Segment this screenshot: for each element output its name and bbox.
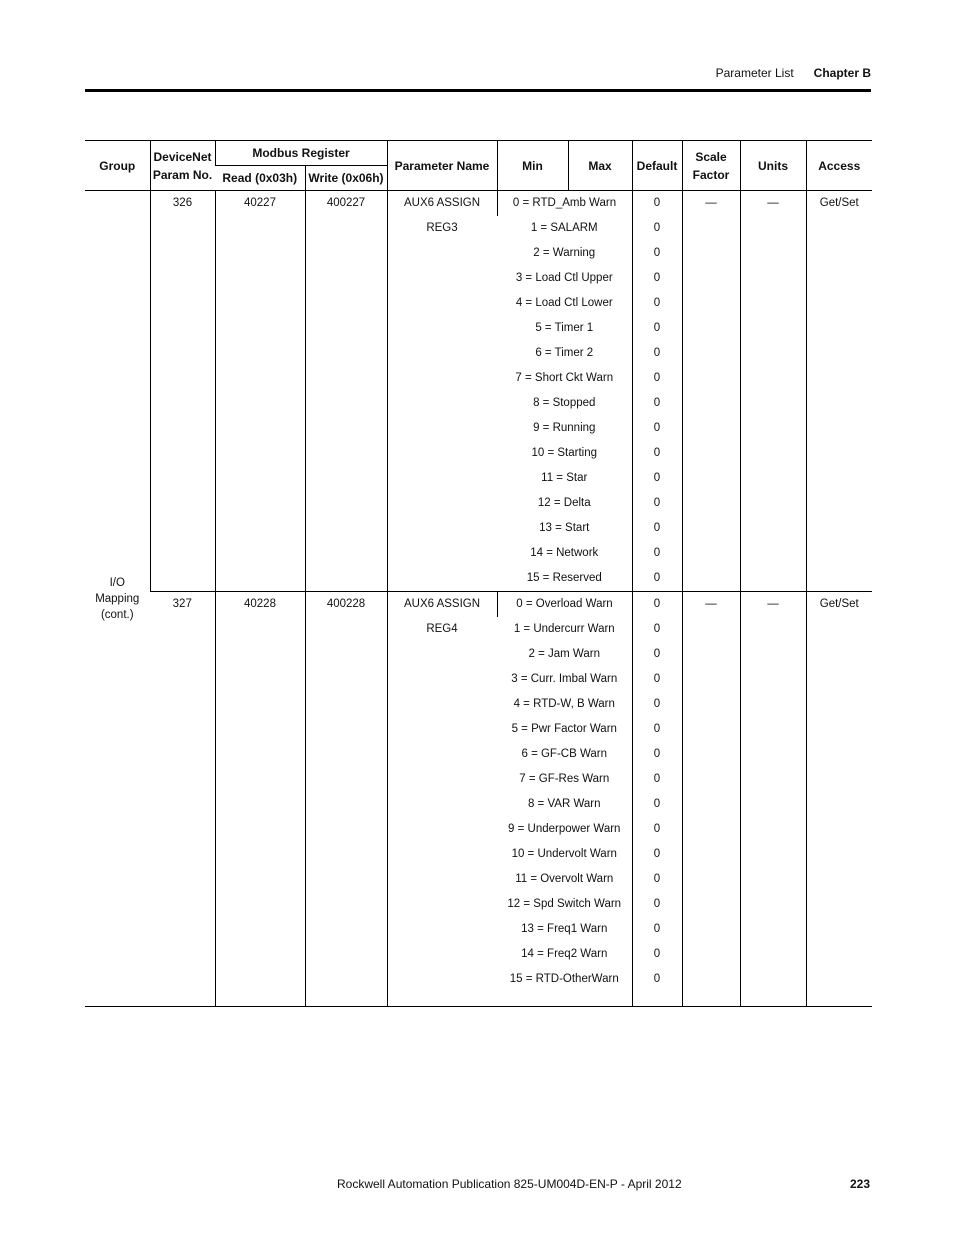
option-label: 15 = Reserved — [497, 566, 632, 592]
option-label: 10 = Starting — [531, 447, 598, 459]
option-label: 6 = Timer 2 — [535, 347, 594, 359]
option-label: 10 = Undervolt Warn — [511, 848, 617, 860]
option-default: 0 — [632, 817, 682, 842]
option-label: 11 = Overvolt Warn — [515, 873, 614, 885]
option-default: 0 — [632, 667, 682, 692]
modbus-read: 40228 — [215, 592, 305, 1007]
option-default: 0 — [632, 466, 682, 491]
option-label: 3 = Load Ctl Upper — [515, 272, 613, 284]
publication-info: Rockwell Automation Publication 825-UM004D-EN-P - April 2012 — [337, 1177, 682, 1191]
option-default: 0 — [632, 541, 682, 566]
access: Get/Set — [806, 592, 872, 1007]
parameter-table — [85, 140, 872, 1007]
option-label: 14 = Freq2 Warn — [521, 948, 608, 960]
option-label: 5 = Timer 1 — [535, 322, 594, 334]
option-label: 0 = Overload Warn — [497, 592, 632, 618]
parameter-name: AUX6 ASSIGN REG4 — [387, 592, 497, 1007]
option-default: 0 — [632, 266, 682, 291]
option-label: 7 = GF-Res Warn — [519, 773, 610, 785]
option-default: 0 — [632, 792, 682, 817]
option-default: 0 — [632, 516, 682, 541]
option-label: 12 = Delta — [537, 497, 591, 509]
option-label: 9 = Running — [533, 422, 596, 434]
option-default: 0 — [632, 491, 682, 516]
group-cell: I/O Mapping (cont.) — [85, 191, 150, 1007]
col-header-modbus: Modbus Register — [215, 141, 387, 166]
header-rule — [85, 89, 871, 92]
page-number: 223 — [849, 1177, 870, 1191]
option-default: 0 — [632, 967, 682, 992]
col-header-write: Write (0x06h) — [305, 166, 387, 191]
option-default: 0 — [632, 942, 682, 967]
option-default: 0 — [632, 191, 682, 217]
option-label: 11 = Star — [541, 472, 588, 484]
option-default: 0 — [632, 441, 682, 466]
option-default: 0 — [632, 341, 682, 366]
param-number: 327 — [150, 592, 215, 1007]
col-header-name: Parameter Name — [387, 141, 497, 191]
option-label: 4 = RTD-W, B Warn — [513, 698, 615, 710]
option-default: 0 — [632, 717, 682, 742]
col-header-devicenet: DeviceNet Param No. — [150, 141, 215, 191]
option-label: 8 = Stopped — [533, 397, 596, 409]
option-label: 5 = Pwr Factor Warn — [511, 723, 617, 735]
units: — — [740, 191, 806, 592]
table-row — [85, 191, 872, 217]
access: Get/Set — [806, 191, 872, 592]
scale-factor: — — [682, 191, 740, 592]
option-label: 9 = Underpower Warn — [508, 823, 621, 835]
option-label: 1 = SALARM — [530, 222, 598, 234]
table-row — [85, 592, 872, 618]
col-header-group: Group — [85, 141, 150, 191]
parameter-name: AUX6 ASSIGN REG3 — [387, 191, 497, 592]
option-default: 0 — [632, 416, 682, 441]
page-header — [716, 66, 871, 80]
option-default: 0 — [632, 917, 682, 942]
option-default: 0 — [632, 892, 682, 917]
option-default: 0 — [632, 391, 682, 416]
option-label — [497, 992, 632, 1007]
option-label: 1 = Undercurr Warn — [513, 623, 615, 635]
option-default: 0 — [632, 291, 682, 316]
option-default: 0 — [632, 767, 682, 792]
col-header-default: Default — [632, 141, 682, 191]
option-label: 12 = Spd Switch Warn — [507, 898, 622, 910]
option-label: 3 = Curr. Imbal Warn — [511, 673, 618, 685]
option-label: 2 = Warning — [533, 247, 596, 259]
modbus-write: 400227 — [305, 191, 387, 592]
option-label: 13 = Start — [539, 522, 590, 534]
option-label: 13 = Freq1 Warn — [521, 923, 608, 935]
option-default: 0 — [632, 692, 682, 717]
option-default: 0 — [632, 366, 682, 391]
table-body — [85, 191, 872, 1007]
option-default: 0 — [632, 867, 682, 892]
option-default: 0 — [632, 316, 682, 341]
option-default: 0 — [632, 617, 682, 642]
option-default: 0 — [632, 592, 682, 618]
scale-factor: — — [682, 592, 740, 1007]
units: — — [740, 592, 806, 1007]
option-label: 0 = RTD_Amb Warn — [497, 191, 632, 217]
option-label: 2 = Jam Warn — [528, 648, 600, 660]
col-header-units: Units — [740, 141, 806, 191]
option-label: 14 = Network — [530, 547, 599, 559]
col-header-max: Max — [568, 141, 632, 191]
option-label: 8 = VAR Warn — [527, 798, 601, 810]
option-default — [632, 992, 682, 1007]
option-label: 7 = Short Ckt Warn — [515, 372, 614, 384]
option-default: 0 — [632, 642, 682, 667]
col-header-access: Access — [806, 141, 872, 191]
col-header-scale: Scale Factor — [682, 141, 740, 191]
option-label: 15 = RTD-OtherWarn — [509, 973, 619, 985]
option-label: 6 = GF-CB Warn — [521, 748, 608, 760]
option-default: 0 — [632, 566, 682, 592]
option-default: 0 — [632, 241, 682, 266]
col-header-read: Read (0x03h) — [222, 171, 298, 185]
chapter-label: Chapter B — [813, 66, 871, 80]
col-header-min: Min — [497, 141, 568, 191]
option-default: 0 — [632, 742, 682, 767]
option-default: 0 — [632, 216, 682, 241]
param-number: 326 — [150, 191, 215, 592]
option-label: 4 = Load Ctl Lower — [515, 297, 613, 309]
modbus-read: 40227 — [215, 191, 305, 592]
modbus-write: 400228 — [305, 592, 387, 1007]
option-default: 0 — [632, 842, 682, 867]
section-title: Parameter List — [715, 66, 794, 80]
